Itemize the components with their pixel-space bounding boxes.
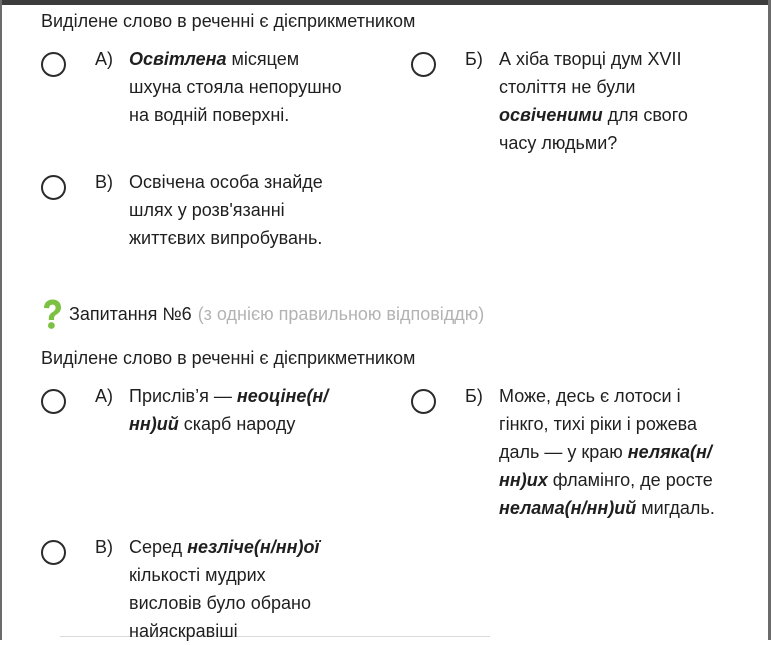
question6-option-c[interactable]: [41, 537, 320, 645]
radio-button[interactable]: [41, 52, 66, 77]
text-segment: для свого: [602, 105, 688, 125]
option-letter: А): [95, 386, 113, 406]
highlighted-word: незліче(н/нн)ої: [187, 537, 320, 557]
highlighted-word: нн)ий: [129, 414, 179, 434]
highlighted-word: неоціне(н/: [236, 386, 329, 406]
text-segment: А хіба творці дум XVII: [499, 49, 682, 69]
question-prev-option-c[interactable]: [41, 172, 323, 252]
option-text-line: [129, 617, 320, 645]
text-segment: Освічена особа знайде: [129, 172, 323, 192]
question-mark-icon: [40, 298, 64, 330]
option-text-line: [129, 533, 320, 561]
text-segment: найяскравіші: [129, 621, 238, 641]
radio-button[interactable]: [41, 389, 66, 414]
text-segment: мигдаль.: [636, 498, 715, 518]
option-text-line: [499, 466, 715, 494]
option-text-line: [129, 73, 342, 101]
question6-prompt: Виділене слово в реченні є дієприкметником: [41, 348, 416, 368]
text-segment: шхуна стояла непорушно: [129, 77, 342, 97]
question-title: Запитання №6: [69, 303, 192, 324]
text-segment: на водній поверхні.: [129, 105, 290, 125]
text-segment: висловів було обрано: [129, 593, 311, 613]
text-segment: століття не були: [499, 77, 636, 97]
option-text-line: [129, 382, 328, 410]
text-segment: шлях у розв'язанні: [129, 200, 285, 220]
radio-button[interactable]: [41, 540, 66, 565]
highlighted-word: нн)их: [499, 470, 548, 490]
top-edge-bar: [0, 0, 771, 5]
question-prev-prompt: Виділене слово в реченні є дієприкметником: [41, 11, 416, 31]
option-text-line: [499, 438, 715, 466]
radio-button[interactable]: [411, 52, 436, 77]
text-segment: Прислів’я —: [129, 386, 237, 406]
option-text: [129, 382, 328, 438]
highlighted-word: нелама(н/нн)ий: [499, 498, 637, 518]
question-subtitle: (з однією правильною відповіддю): [197, 303, 485, 324]
text-segment: даль — у краю: [499, 442, 628, 462]
option-text-line: [129, 410, 328, 438]
option-letter: Б): [465, 49, 483, 69]
question-header: [40, 298, 484, 330]
highlighted-word: освіченими: [499, 105, 603, 125]
text-segment: скарб народу: [178, 414, 296, 434]
highlighted-word: Освітлена: [129, 49, 227, 69]
text-segment: Серед: [129, 537, 188, 557]
option-text-line: [129, 561, 320, 589]
question-prev-option-a[interactable]: [41, 49, 342, 129]
option-letter: В): [95, 537, 113, 557]
text-segment: Може, десь є лотоси і: [499, 386, 681, 406]
option-text-line: [129, 45, 342, 73]
radio-button[interactable]: [411, 389, 436, 414]
text-segment: гінкго, тихі ріки і рожева: [499, 414, 698, 434]
option-text-line: [499, 101, 688, 129]
option-text-line: [129, 101, 342, 129]
option-text-line: [129, 196, 323, 224]
option-text: [129, 45, 342, 129]
text-segment: життєвих випробувань.: [129, 228, 323, 248]
option-text: [499, 45, 688, 157]
option-text-line: [499, 73, 688, 101]
text-segment: фламінго, де росте: [547, 470, 713, 490]
text-segment: місяцем: [226, 49, 300, 69]
option-text-line: [499, 129, 688, 157]
text-segment: часу людьми?: [499, 133, 618, 153]
option-text-line: [499, 410, 715, 438]
option-text-line: [499, 382, 715, 410]
radio-button[interactable]: [41, 175, 66, 200]
option-text-line: [129, 224, 323, 252]
option-letter: В): [95, 172, 113, 192]
question-prev-option-b[interactable]: [411, 49, 688, 157]
question6-option-b[interactable]: [411, 386, 715, 522]
question6-option-a[interactable]: [41, 386, 329, 438]
option-letter: Б): [465, 386, 483, 406]
left-frame-border: [0, 0, 2, 640]
option-text-line: [499, 45, 688, 73]
option-text: [499, 382, 715, 522]
option-text: [129, 168, 323, 252]
text-segment: кількості мудрих: [129, 565, 266, 585]
option-text: [129, 533, 320, 645]
highlighted-word: неляка(н/: [627, 442, 712, 462]
option-text-line: [129, 589, 320, 617]
option-text-line: [129, 168, 323, 196]
option-text-line: [499, 494, 715, 522]
option-letter: А): [95, 49, 113, 69]
